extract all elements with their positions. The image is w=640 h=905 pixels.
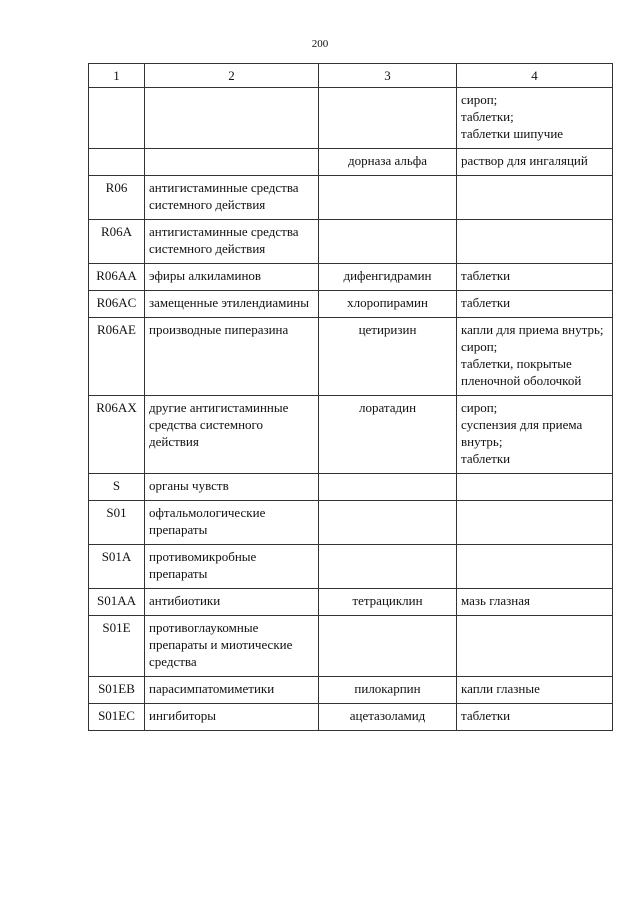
group-name-cell: противомикробные препараты xyxy=(145,545,319,589)
table-row xyxy=(89,501,613,545)
table-row xyxy=(89,149,613,176)
group-name-cell: ингибиторы xyxy=(145,704,319,731)
drug-name-cell: цетиризин xyxy=(319,318,457,396)
dosage-form-cell: капли для приема внутрь; сироп; таблетки, покрытые пленочной оболочкой xyxy=(457,318,613,396)
table-row xyxy=(89,545,613,589)
dosage-form-cell: раствор для ингаляций xyxy=(457,149,613,176)
drug-name-cell xyxy=(319,474,457,501)
drug-name-cell: тетрациклин xyxy=(319,589,457,616)
table-row xyxy=(89,318,613,396)
dosage-form-cell: сироп; таблетки; таблетки шипучие xyxy=(457,88,613,149)
drug-name-cell xyxy=(319,501,457,545)
group-name-cell xyxy=(145,88,319,149)
drug-name-cell xyxy=(319,176,457,220)
group-name-cell: антибиотики xyxy=(145,589,319,616)
group-name-cell: производные пиперазина xyxy=(145,318,319,396)
dosage-form-cell: сироп; суспензия для приема внутрь; таблетки xyxy=(457,396,613,474)
table-row xyxy=(89,176,613,220)
header-cell-2: 2 xyxy=(145,64,319,88)
table-header-row xyxy=(89,64,613,88)
drug-name-cell: дорназа альфа xyxy=(319,149,457,176)
drug-name-cell: дифенгидрамин xyxy=(319,264,457,291)
drug-name-cell xyxy=(319,545,457,589)
atc-code-cell: S01 xyxy=(89,501,145,545)
table-row xyxy=(89,704,613,731)
page-number: 200 xyxy=(311,38,329,50)
drug-name-cell: ацетазоламид xyxy=(319,704,457,731)
drug-name-cell xyxy=(319,616,457,677)
dosage-form-cell: таблетки xyxy=(457,291,613,318)
table-row xyxy=(89,616,613,677)
table-row xyxy=(89,291,613,318)
table-row xyxy=(89,396,613,474)
group-name-cell: другие антигистаминные средства системного действия xyxy=(145,396,319,474)
atc-code-cell: S01AA xyxy=(89,589,145,616)
drug-table xyxy=(88,63,613,731)
atc-code-cell: S01EB xyxy=(89,677,145,704)
atc-code-cell: R06AC xyxy=(89,291,145,318)
group-name-cell: антигистаминные средства системного действия xyxy=(145,176,319,220)
table-row xyxy=(89,88,613,149)
header-cell-1: 1 xyxy=(89,64,145,88)
atc-code-cell: S01EC xyxy=(89,704,145,731)
atc-code-cell: S xyxy=(89,474,145,501)
dosage-form-cell: мазь глазная xyxy=(457,589,613,616)
atc-code-cell: R06 xyxy=(89,176,145,220)
atc-code-cell xyxy=(89,88,145,149)
group-name-cell: противоглаукомные препараты и миотические средства xyxy=(145,616,319,677)
drug-name-cell: хлоропирамин xyxy=(319,291,457,318)
group-name-cell: эфиры алкиламинов xyxy=(145,264,319,291)
atc-code-cell: R06A xyxy=(89,220,145,264)
dosage-form-cell: таблетки xyxy=(457,264,613,291)
drug-name-cell: лоратадин xyxy=(319,396,457,474)
atc-code-cell: R06AE xyxy=(89,318,145,396)
group-name-cell: парасимпатомиметики xyxy=(145,677,319,704)
dosage-form-cell: таблетки xyxy=(457,704,613,731)
table-body xyxy=(89,64,613,731)
drug-name-cell xyxy=(319,88,457,149)
dosage-form-cell xyxy=(457,545,613,589)
dosage-form-cell xyxy=(457,176,613,220)
atc-code-cell: R06AA xyxy=(89,264,145,291)
group-name-cell xyxy=(145,149,319,176)
dosage-form-cell xyxy=(457,616,613,677)
drug-name-cell xyxy=(319,220,457,264)
table-row xyxy=(89,589,613,616)
group-name-cell: органы чувств xyxy=(145,474,319,501)
table-row xyxy=(89,677,613,704)
header-cell-3: 3 xyxy=(319,64,457,88)
table-row xyxy=(89,474,613,501)
dosage-form-cell xyxy=(457,220,613,264)
group-name-cell: замещенные этилендиамины xyxy=(145,291,319,318)
atc-code-cell xyxy=(89,149,145,176)
table-row xyxy=(89,220,613,264)
group-name-cell: офтальмологические препараты xyxy=(145,501,319,545)
drug-name-cell: пилокарпин xyxy=(319,677,457,704)
group-name-cell: антигистаминные средства системного действия xyxy=(145,220,319,264)
atc-code-cell: R06AX xyxy=(89,396,145,474)
dosage-form-cell xyxy=(457,501,613,545)
dosage-form-cell xyxy=(457,474,613,501)
atc-code-cell: S01E xyxy=(89,616,145,677)
dosage-form-cell: капли глазные xyxy=(457,677,613,704)
atc-code-cell: S01A xyxy=(89,545,145,589)
table-row xyxy=(89,264,613,291)
header-cell-4: 4 xyxy=(457,64,613,88)
